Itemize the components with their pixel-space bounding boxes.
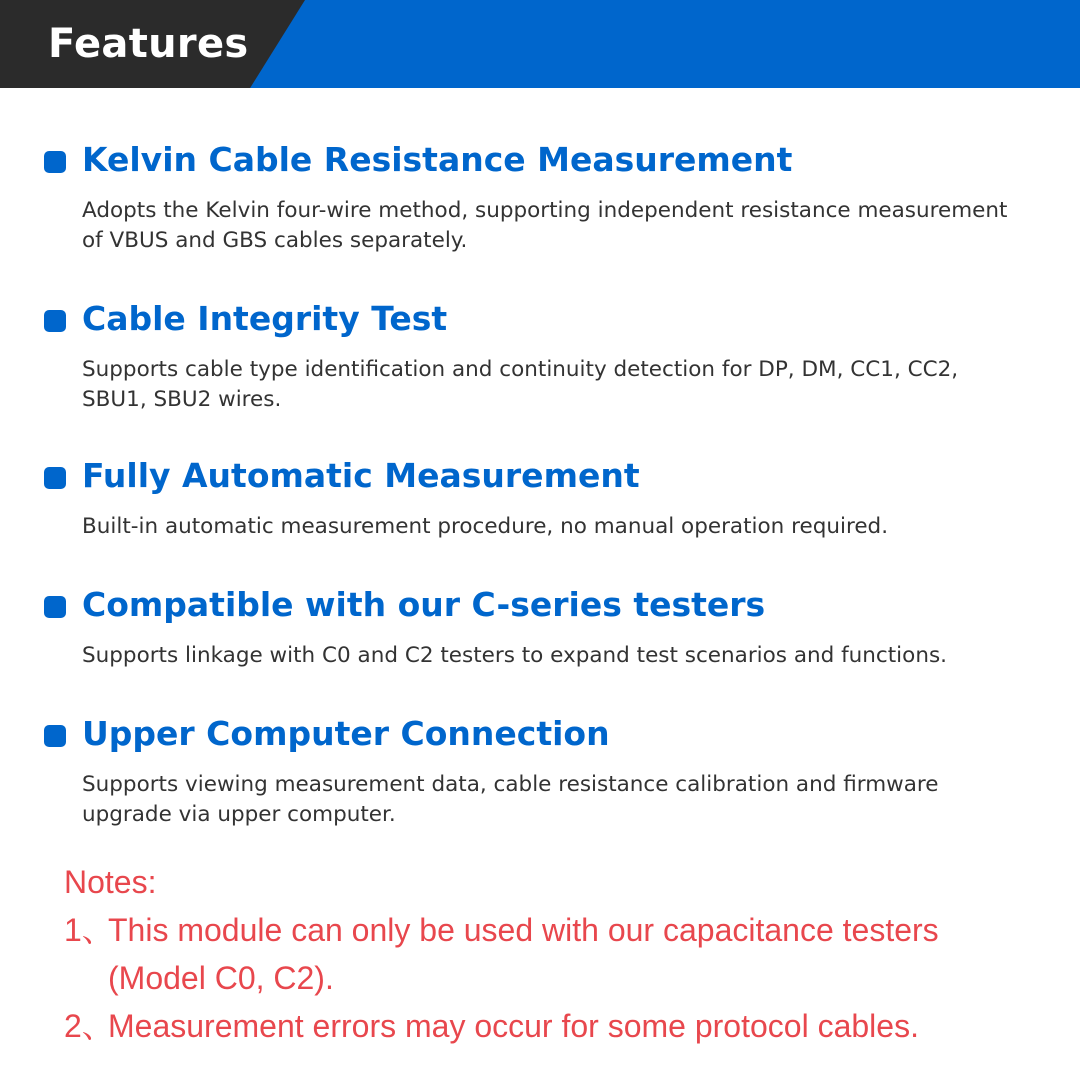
notes-label: Notes: <box>64 864 157 900</box>
square-bullet-icon <box>44 151 66 173</box>
feature-title: Fully Automatic Measurement <box>82 456 640 495</box>
square-bullet-icon <box>44 467 66 489</box>
note-number: 1、 <box>64 912 114 948</box>
feature-description: Adopts the Kelvin four-wire method, supporting independent resistance measurement of VBUS and GBS cables separately. <box>82 198 1008 253</box>
square-bullet-icon <box>44 725 66 747</box>
feature-description: Built-in automatic measurement procedure, no manual operation required. <box>82 514 889 539</box>
square-bullet-icon <box>44 310 66 332</box>
page-title: Features <box>48 21 249 67</box>
note-text: This module can only be used with our capacitance testers (Model C0, C2). <box>108 912 939 996</box>
feature-title: Compatible with our C-series testers <box>82 585 766 624</box>
square-bullet-icon <box>44 596 66 618</box>
feature-description: Supports cable type identification and continuity detection for DP, DM, CC1, CC2, SBU1, SBU2 wires. <box>82 357 959 412</box>
feature-description: Supports viewing measurement data, cable resistance calibration and firmware upgrade via upper computer. <box>82 772 939 827</box>
feature-description: Supports linkage with C0 and C2 testers to expand test scenarios and functions. <box>82 643 947 668</box>
note-text: Measurement errors may occur for some protocol cables. <box>108 1008 919 1044</box>
feature-title: Kelvin Cable Resistance Measurement <box>82 140 793 179</box>
feature-title: Cable Integrity Test <box>82 299 448 338</box>
note-number: 2、 <box>64 1008 114 1044</box>
feature-title: Upper Computer Connection <box>82 714 610 753</box>
